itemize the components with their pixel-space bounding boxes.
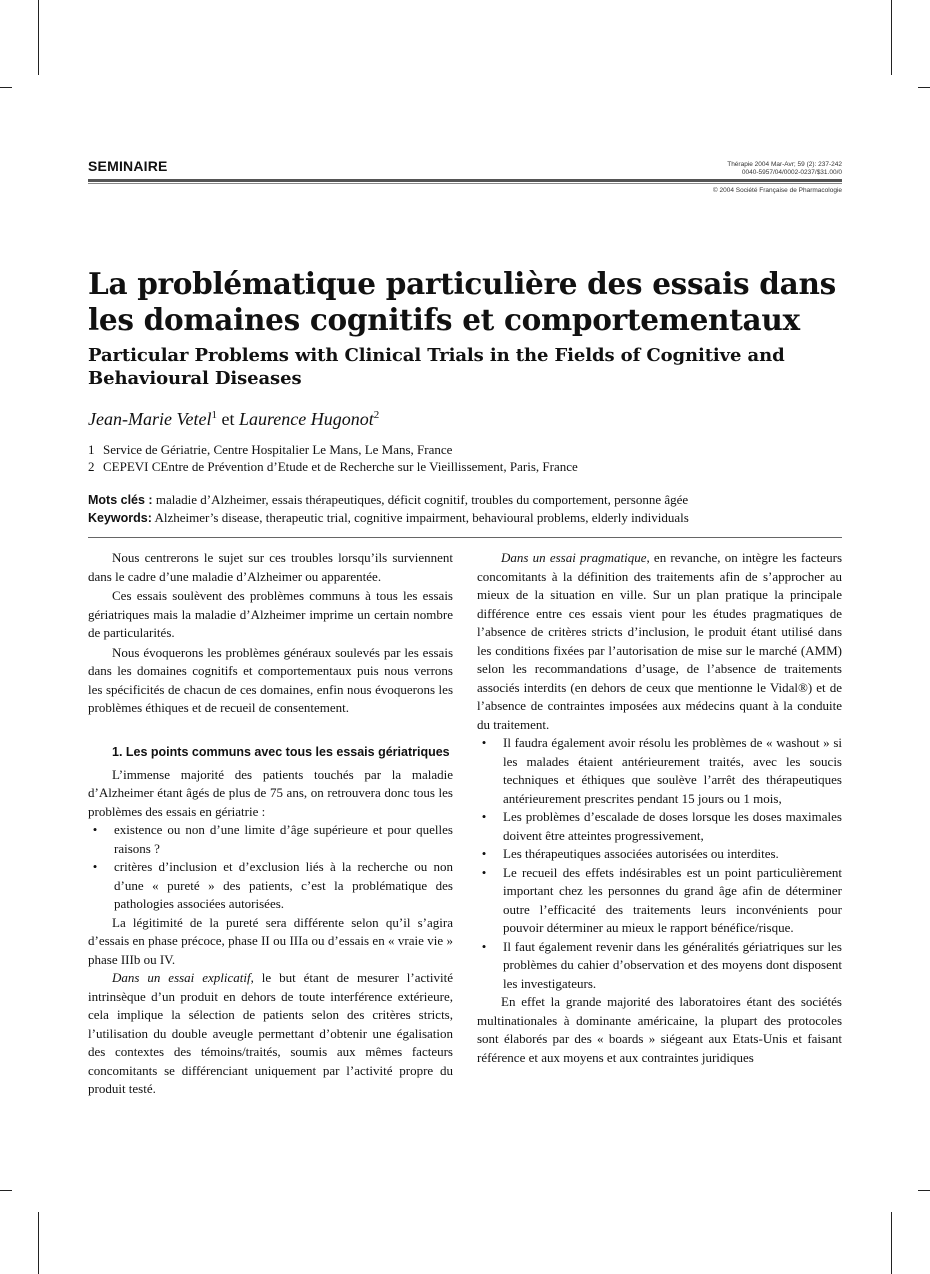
crop-mark-top-right (891, 0, 892, 75)
article-subtitle-line2: Behavioural Diseases (88, 368, 302, 389)
mots-cles-text: maladie d’Alzheimer, essais thérapeutiques, déficit cognitif, troubles du comportement, personne âgée (152, 492, 689, 507)
bullet-icon: • (481, 735, 487, 750)
affiliation-number: 1 (88, 442, 95, 457)
list-item-text: Il faudra également avoir résolu les problèmes de « washout » si les malades étaient antérieurement traités, avec les soucis techniques et éthiques que soulève l’arrêt des thérapeutiques antérieurement prescrites pendant 15 jours ou 1 mois, (503, 735, 842, 806)
article-title-line1: La problématique particulière des essais dans (88, 266, 836, 301)
crop-mark-right-upper (918, 87, 930, 88)
affiliation-text: CEPEVI CEntre de Prévention d’Etude et de Recherche sur le Vieillissement, Paris, France (103, 459, 578, 474)
bullet-icon: • (92, 859, 98, 874)
list-item (477, 808, 842, 845)
bullet-list (477, 734, 842, 993)
bullet-icon: • (481, 864, 487, 880)
crop-mark-left-lower (0, 1190, 12, 1191)
journal-citation (727, 161, 842, 176)
article-subtitle (88, 344, 848, 390)
list-item (477, 864, 842, 938)
author-name: Laurence Hugonot (238, 409, 374, 429)
emphasis: Dans un essai explicatif (112, 970, 251, 985)
list-item-text: existence ou non d’une limite d’âge supérieure et pour quelles raisons ? (114, 822, 453, 856)
copyright-notice: © 2004 Société Française de Pharmacologie (712, 187, 842, 194)
paragraph: Nous centrerons le sujet sur ces troubles lorsqu’ils surviennent dans le cadre d’une maladie d’Alzheimer ou apparentée. (88, 550, 453, 584)
list-item-text: Le recueil des effets indésirables est un point particulièrement important chez les personnes du grand âge afin de déterminer outre l’efficacité des traitements leurs inconvénients pour pouvoir déterminer au mieux le rapport bénéfice/risque. (503, 864, 842, 935)
keywords-line (88, 509, 848, 527)
crop-mark-left-upper (0, 87, 12, 88)
journal-citation-line1: Thérapie 2004 Mar-Avr; 59 (2): 237-242 (727, 161, 842, 168)
section-heading: 1. Les points communs avec tous les essais gériatriques (112, 744, 450, 759)
body-column-left (88, 549, 453, 1099)
paragraph (477, 549, 842, 734)
paragraph: Ces essais soulèvent des problèmes communs à tous les essais gériatriques mais la maladie d’Alzheimer imprime un certain nombre de particularités. (88, 588, 453, 640)
bullet-list (88, 821, 453, 914)
paragraph (88, 969, 453, 1099)
affiliation-number: 2 (88, 459, 95, 474)
affiliation-item (88, 442, 452, 458)
article-title (88, 266, 848, 338)
bullet-icon: • (92, 822, 98, 837)
paragraph: Nous évoquerons les problèmes généraux soulevés par les essais dans les domaines cognitifs et comportementaux puis nous verrons les spécificités de chacun de ces domaines, enfin nous évoquerons les problèmes éthiques et de recueil de consentement. (88, 644, 453, 715)
bullet-icon: • (481, 938, 487, 954)
author-list (88, 409, 379, 430)
article-subtitle-line1: Particular Problems with Clinical Trials in the Fields of Cognitive and (88, 345, 785, 366)
header-rule (88, 179, 842, 182)
affiliation-item (88, 459, 578, 475)
list-item (477, 938, 842, 994)
bullet-icon: • (481, 846, 487, 861)
author-affiliation-mark: 1 (211, 409, 217, 421)
bullet-icon: • (481, 809, 487, 824)
paragraph-text: , en revanche, on intègre les facteurs concomitants à la définition des traitements afin de s’approcher au mieux de la situation en ville. Sur un plan pratique la principale différence entre ces essais vient pour les études pragmatiques de l’absence de critères stricts d’inclusion, le produit étant utilisé dans les conditions fixées par l’autorisation de mise sur le marché (AMM) selon les recommandations d’usage, de l’absence de traitements associés interdits (en dehors de ceux que mentionne le Vidal®) et de l’absence de contraintes imposées aux médecins quant à la conduite du traitement. (477, 550, 843, 732)
author-name: Jean-Marie Vetel (88, 409, 212, 429)
paragraph: En effet la grande majorité des laboratoires étant des sociétés multinationales à dominante américaine, la plupart des protocoles sont élaborés par des « boards » siégeant aux Etats-Unis et faisant référence et aux moyens et aux contraintes juridiques (477, 994, 842, 1065)
affiliation-text: Service de Gériatrie, Centre Hospitalier Le Mans, Le Mans, France (103, 442, 453, 457)
keywords-rule (88, 537, 842, 538)
body-column-right (477, 549, 842, 1067)
journal-citation-line2: 0040-5957/04/0002-0237/$31.00/0 (741, 168, 842, 176)
author-affiliation-mark: 2 (373, 409, 380, 421)
paragraph: L’immense majorité des patients touchés par la maladie d’Alzheimer étant âgés de plus de 75 ans, on retrouvera donc tous les problèmes des essais en gériatrie : (88, 766, 453, 819)
list-item-text: Il faut également revenir dans les généralités gériatriques sur les problèmes du cahier d’observation et des moyens dont disposent les investigateurs. (503, 938, 842, 991)
keywords-block (88, 491, 848, 527)
crop-mark-right-lower (918, 1190, 930, 1191)
list-item-text: Les thérapeutiques associées autorisées ou interdites. (503, 846, 779, 861)
mots-cles-line (88, 491, 848, 509)
keywords-label: Keywords: (88, 511, 152, 525)
list-item (88, 858, 453, 914)
paragraph-text: , le but étant de mesurer l’activité intrinsèque d’un produit en dehors de toute interférence extérieure, cela implique la sélection de patients selon des critères stricts, l’utilisation du double aveugle permettant d’obtenir une égalisation des contextes des témoins/traités, soumis aux mêmes facteurs concomitants se différenciant uniquement par l’activité propre du produit testé. (88, 970, 453, 1096)
header-rule-thin (88, 183, 842, 184)
list-item (88, 821, 453, 858)
paragraph: La légitimité de la pureté sera différente selon qu’il s’agira d’essais en phase précoce, phase II ou IIIa ou d’essais en « vraie vie » phase IIIb ou IV. (88, 914, 453, 967)
list-item-text: Les problèmes d’escalade de doses lorsque les doses maximales doivent être atteintes progressivement, (503, 809, 842, 843)
crop-mark-top-left (38, 0, 39, 75)
list-item (477, 734, 842, 808)
crop-mark-bottom-right (891, 1212, 892, 1274)
mots-cles-label: Mots clés : (88, 493, 153, 507)
emphasis: Dans un essai pragmatique (501, 550, 647, 565)
list-item (477, 845, 842, 864)
section-label: SEMINAIRE (88, 158, 168, 174)
author-separator: et (216, 409, 239, 429)
keywords-text: Alzheimer’s disease, therapeutic trial, cognitive impairment, behavioural problems, elderly individuals (151, 510, 689, 525)
crop-mark-bottom-left (38, 1212, 39, 1274)
article-title-line2: les domaines cognitifs et comportementaux (88, 302, 800, 337)
list-item-text: critères d’inclusion et d’exclusion liés à la recherche ou non d’une « pureté » des patients, c’est la problématique des pathologies associées autorisées. (114, 859, 453, 911)
